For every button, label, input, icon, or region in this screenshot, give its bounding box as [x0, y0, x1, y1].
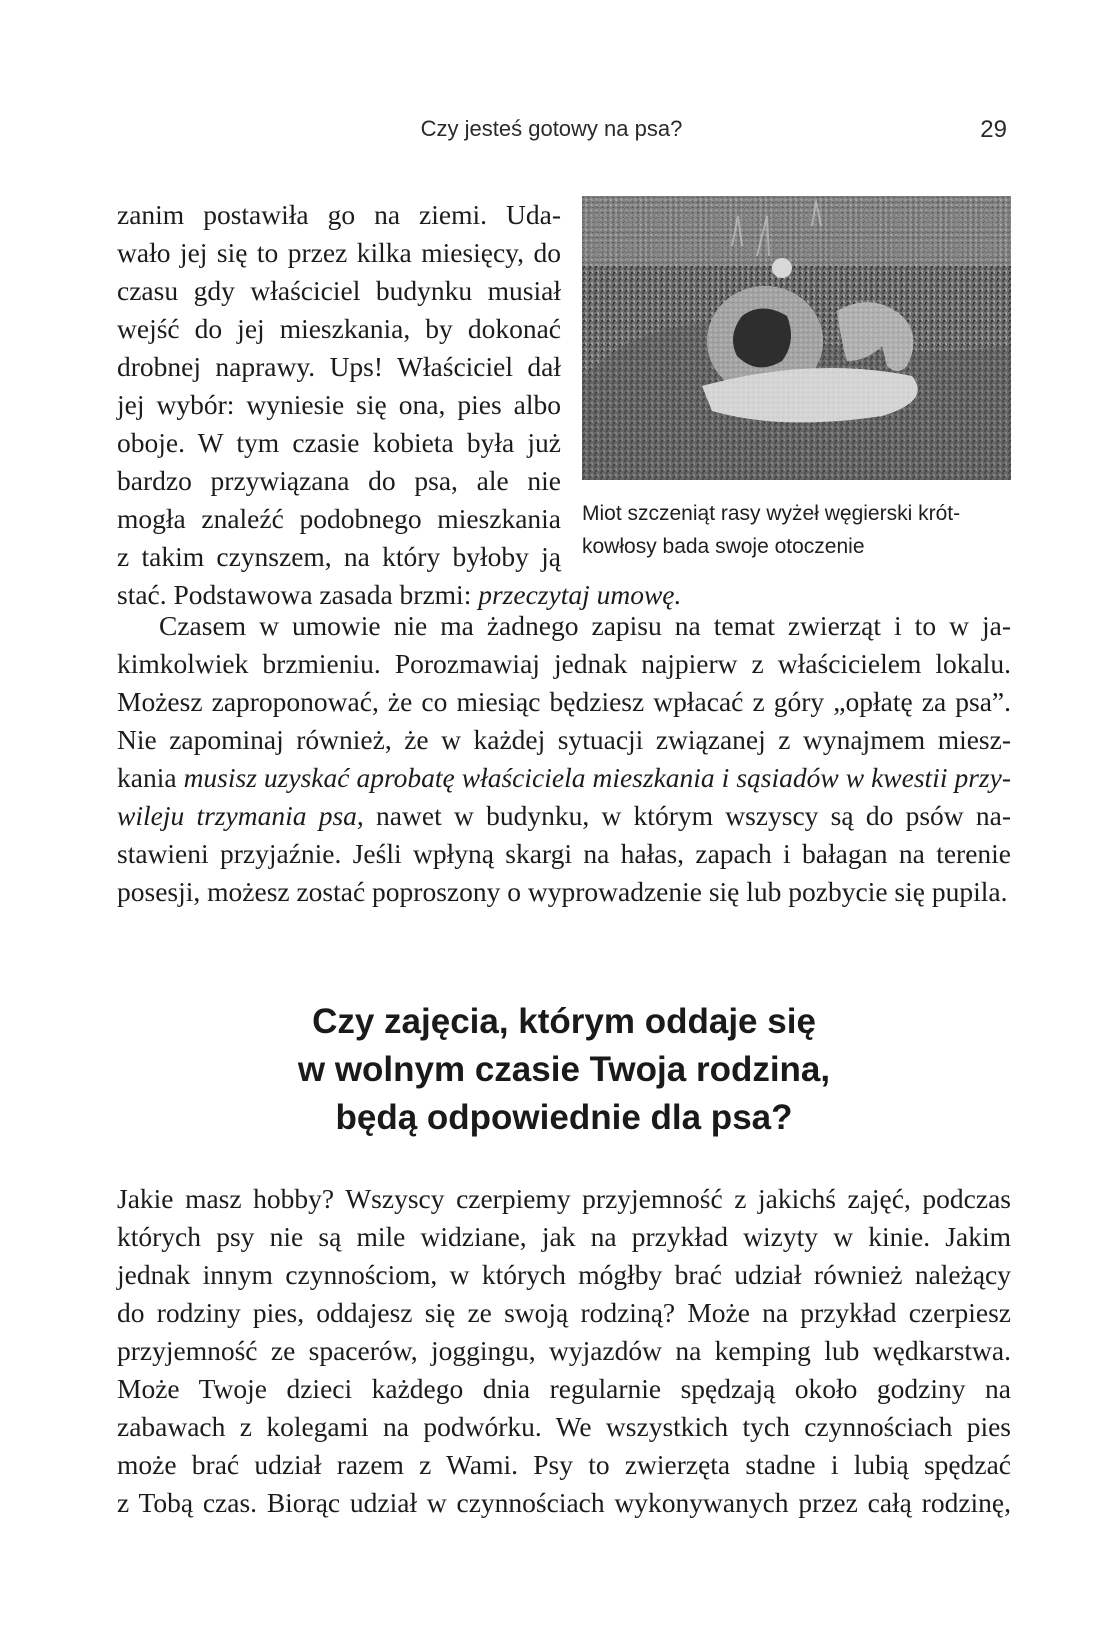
text-line: Może Twoje dzieci każdego dnia regularnie spędzają około godziny na — [117, 1373, 1011, 1404]
heading-line: będą odpowiednie dla psa? — [335, 1098, 793, 1137]
text-run: , nawet w budynku, w którym wszyscy są do psów na- — [356, 800, 1011, 831]
text-line: Czasem w umowie nie ma żadnego zapisu na temat zwierząt i to w ja- — [159, 610, 1011, 641]
text-line: Możesz zaproponować, że co miesiąc będziesz wpłacać z góry „opłatę za psa”. — [117, 686, 1011, 717]
text-line: z Tobą czas. Biorąc udział w czynnościach wykonywanych przez całą rodzinę, — [117, 1487, 1011, 1518]
text-line: do rodziny pies, oddajesz się ze swoją rodziną? Może na przykład czerpiesz — [117, 1297, 1011, 1328]
text-line: przyjemność ze spacerów, joggingu, wyjazdów na kemping lub wędkarstwa. — [117, 1335, 1011, 1366]
text-line: jednak innym czynnościom, w których mógłby brać udział również należący — [117, 1259, 1011, 1290]
text-line: posesji, możesz zostać poproszony o wyprowadzenie się lub pozbycie się pupila. — [117, 876, 1008, 907]
photo-illustration — [582, 196, 1011, 480]
text-line: zanim postawiła go na ziemi. Uda- — [117, 199, 561, 230]
section-heading — [117, 998, 1011, 1142]
text-line: drobnej naprawy. Ups! Właściciel dał — [117, 351, 561, 382]
text-line — [117, 759, 1011, 797]
caption-line: kowłosy bada swoje otoczenie — [582, 535, 865, 558]
text-line: może brać udział razem z Wami. Psy to zwierzęta stadne i lubią spędzać — [117, 1449, 1011, 1480]
running-title: Czy jesteś gotowy na psa? — [420, 116, 683, 141]
text-line: bardzo przywiązana do psa, ale nie — [117, 465, 561, 496]
text-run: stać. Podstawowa zasada brzmi: — [117, 579, 479, 610]
puppies-photo — [582, 196, 1011, 480]
heading-line: Czy zajęcia, którym oddaje się — [312, 1002, 816, 1041]
heading-line: w wolnym czasie Twoja rodzina, — [297, 1050, 831, 1089]
text-line: stawieni przyjaźnie. Jeśli wpłyną skargi na hałas, zapach i bałagan na terenie — [117, 838, 1011, 869]
running-head — [0, 116, 1103, 156]
page-number: 29 — [980, 116, 1007, 143]
emphasis-text: wileju trzymania psa — [117, 800, 357, 831]
caption-line: Miot szczeniąt rasy wyżeł węgierski krót- — [582, 502, 961, 525]
text-line: czasu gdy właściciel budynku musiał — [117, 275, 561, 306]
text-line: jej wybór: wyniesie się ona, pies albo — [117, 389, 561, 420]
text-line — [117, 797, 1011, 835]
photo-caption — [582, 497, 1011, 563]
text-line: kimkolwiek brzmieniu. Porozmawiaj jednak najpierw z właścicielem lokalu. — [117, 648, 1011, 679]
text-line: z takim czynszem, na który byłoby ją — [117, 541, 561, 572]
emphasis-text: przeczytaj umowę. — [478, 579, 682, 610]
text-line: Jakie masz hobby? Wszyscy czerpiemy przyjemność z jakichś zajęć, podczas — [117, 1183, 1011, 1214]
emphasis-text: musisz uzyskać aprobatę właściciela mieszkania i sąsiadów w kwestii przy- — [183, 762, 1011, 793]
text-line: oboje. W tym czasie kobieta była już — [117, 427, 561, 458]
text-line: wejść do jej mieszkania, by dokonać — [117, 313, 561, 344]
text-line: zabawach z kolegami na podwórku. We wszystkich tych czynnościach pies — [117, 1411, 1011, 1442]
text-run: kania — [117, 762, 184, 793]
text-line: których psy nie są mile widziane, jak na przykład wizyty w kinie. Jakim — [117, 1221, 1011, 1252]
text-line: wało jej się to przez kilka miesięcy, do — [117, 237, 561, 268]
text-line: mogła znaleźć podobnego mieszkania — [117, 503, 561, 534]
text-line: Nie zapominaj również, że w każdej sytuacji związanej z wynajmem miesz- — [117, 724, 1011, 755]
